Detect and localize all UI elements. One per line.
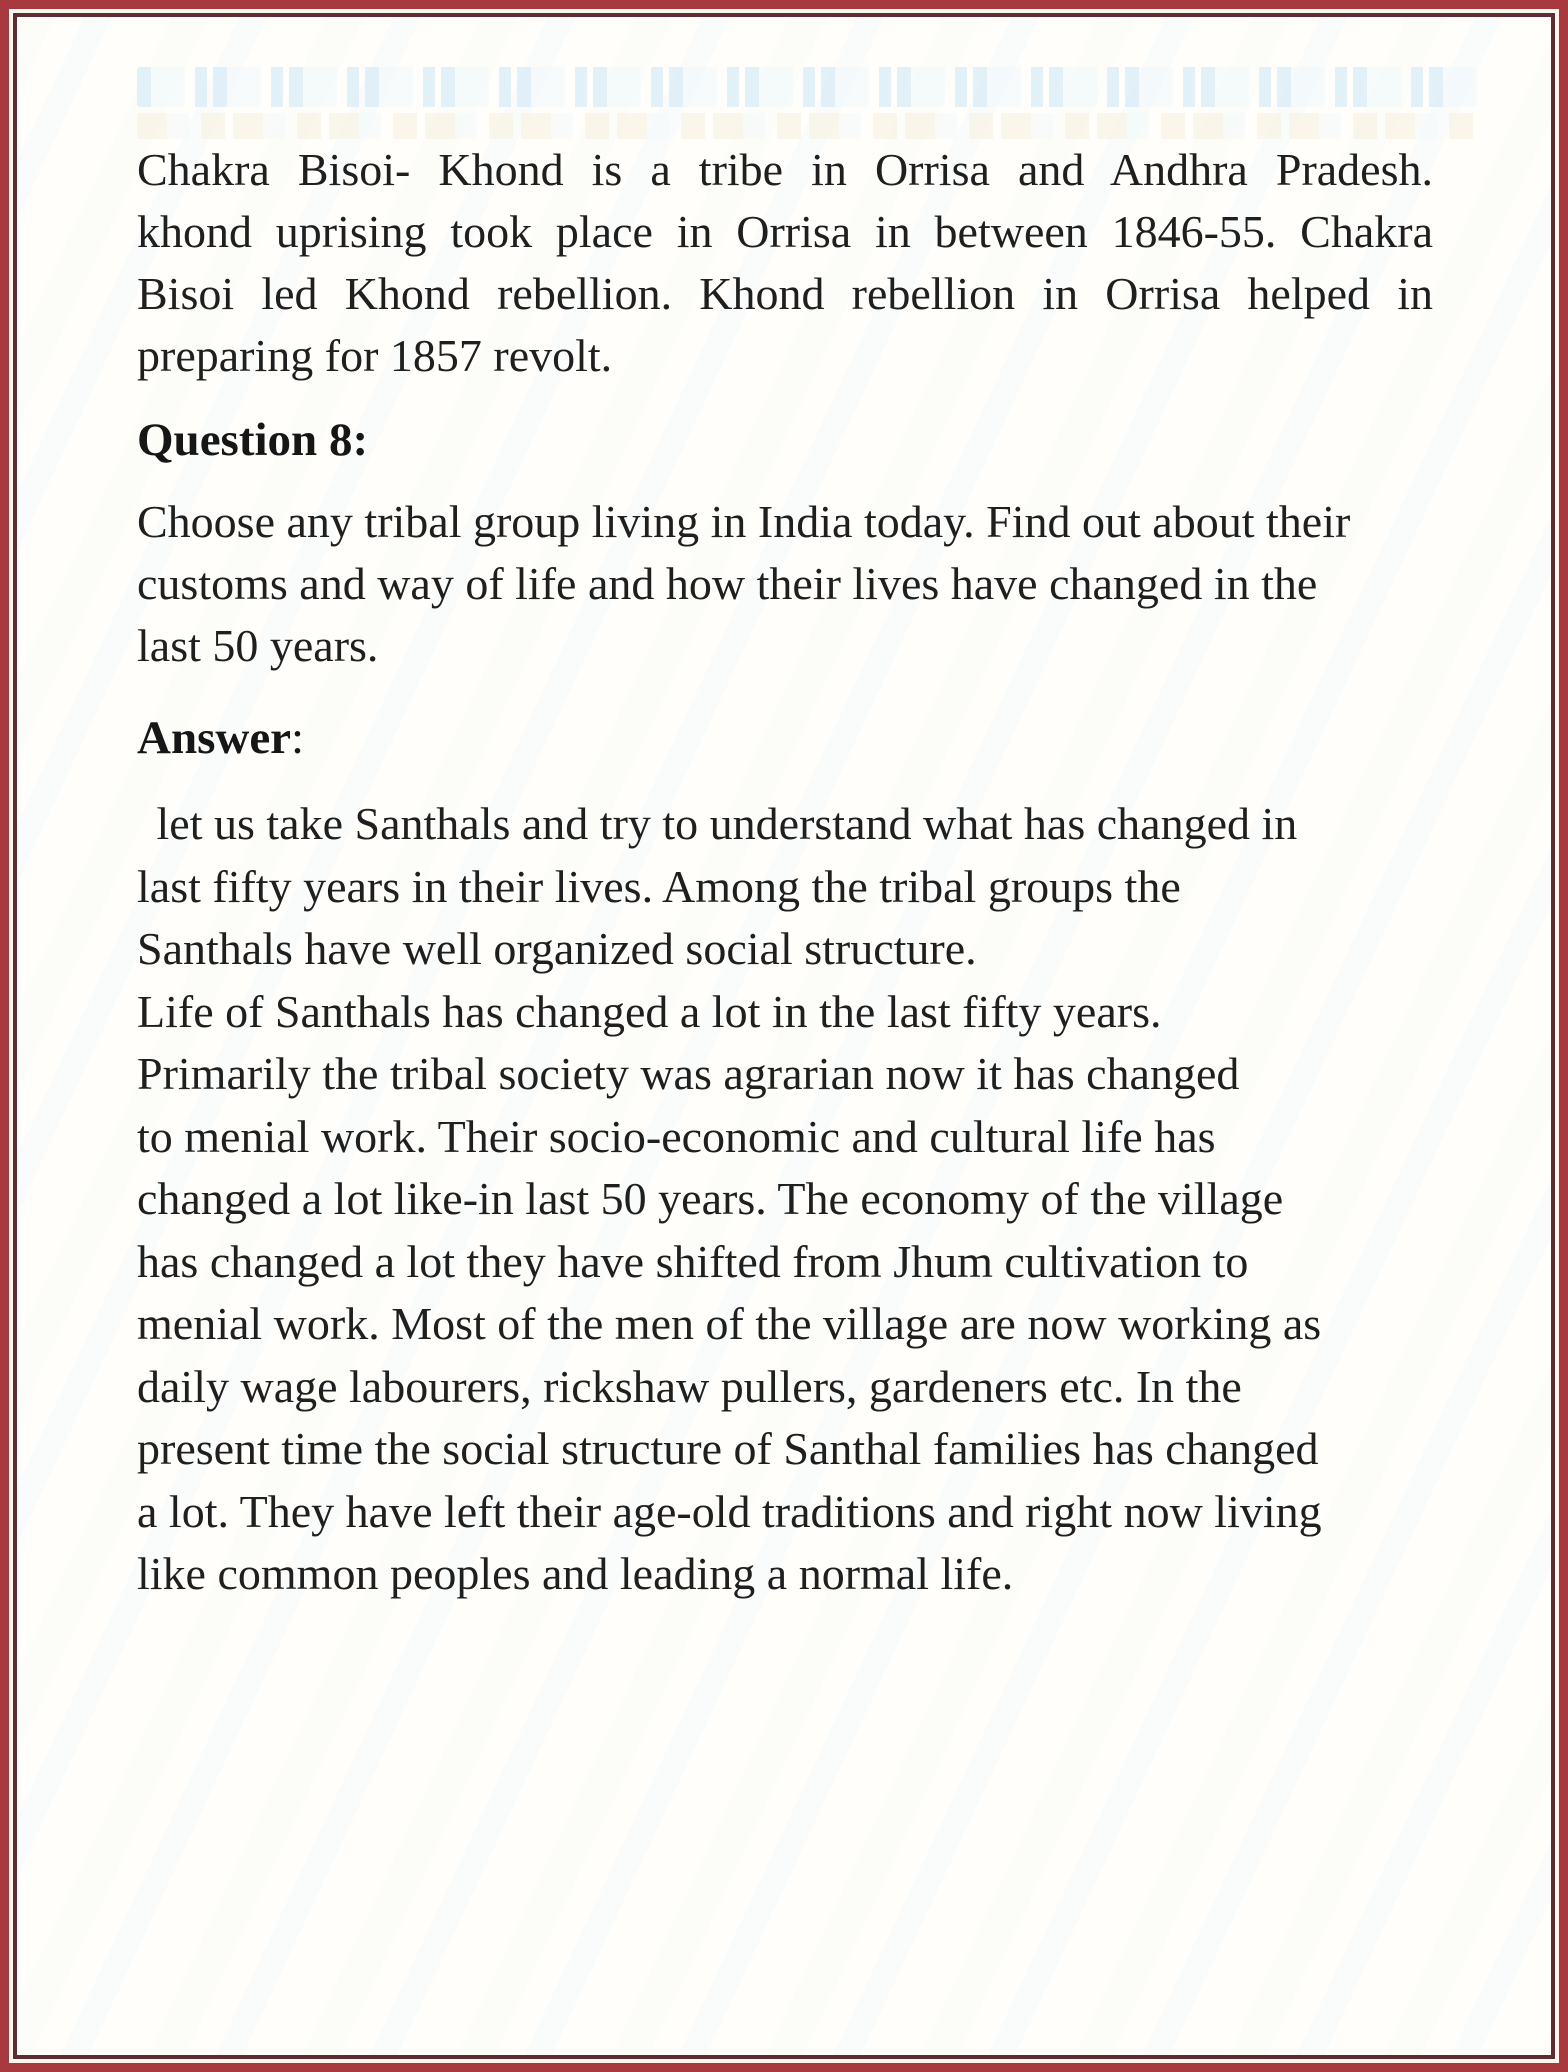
question-heading: Question 8: bbox=[137, 414, 369, 466]
text-line: Choose any tribal group living in India today. Find out about their bbox=[137, 496, 1351, 547]
watermark-row bbox=[137, 113, 1477, 139]
text-line: menial work. Most of the men of the village are now working as bbox=[137, 1298, 1322, 1349]
page-border-frame bbox=[9, 9, 1559, 2063]
watermark-row bbox=[137, 67, 1477, 107]
text-line: has changed a lot they have shifted from Jhum cultivation to bbox=[137, 1235, 1249, 1287]
answer-heading-colon: : bbox=[291, 712, 305, 764]
text-line: Primarily the tribal society was agrarian now it has changed bbox=[137, 1048, 1240, 1099]
text-line: Chakra Bisoi- Khond is a tribe in Orrisa and Andhra Pradesh. bbox=[137, 144, 1433, 195]
text-line: preparing for 1857 revolt. bbox=[137, 330, 613, 381]
text-line: last 50 years. bbox=[137, 620, 379, 671]
text-line: changed a lot like-in last 50 years. The economy of the village bbox=[137, 1173, 1284, 1224]
text-line: Life of Santhals has changed a lot in the last fifty years. bbox=[137, 985, 1162, 1037]
question-paragraph bbox=[137, 491, 1502, 677]
text-line: a lot. They have left their age-old traditions and right now living bbox=[137, 1485, 1322, 1537]
text-line: let us take Santhals and try to understand what has changed in bbox=[145, 798, 1298, 849]
answer-heading bbox=[137, 707, 1502, 769]
text-line: to menial work. Their socio-economic and cultural life has bbox=[137, 1110, 1216, 1162]
text-line: khond uprising took place in Orrisa in between 1846-55. Chakra bbox=[137, 206, 1433, 257]
text-line: customs and way of life and how their lives have changed in the bbox=[137, 558, 1318, 609]
answer-paragraph bbox=[137, 793, 1502, 1606]
text-line: last fifty years in their lives. Among the tribal groups the bbox=[137, 860, 1181, 912]
document-page bbox=[13, 13, 1555, 2059]
answer-heading-label: Answer bbox=[137, 712, 292, 764]
text-line: Santhals have well organized social structure. bbox=[137, 923, 977, 974]
text-line: present time the social structure of Santhal families has changed bbox=[137, 1423, 1319, 1474]
text-line: like common peoples and leading a normal life. bbox=[137, 1548, 1014, 1599]
text-line: daily wage labourers, rickshaw pullers, gardeners etc. In the bbox=[137, 1360, 1242, 1412]
page-content bbox=[137, 17, 1502, 1606]
faded-watermark-band bbox=[137, 67, 1477, 139]
intro-paragraph bbox=[137, 139, 1433, 387]
text-line: Bisoi led Khond rebellion. Khond rebellion in Orrisa helped in bbox=[137, 268, 1433, 319]
